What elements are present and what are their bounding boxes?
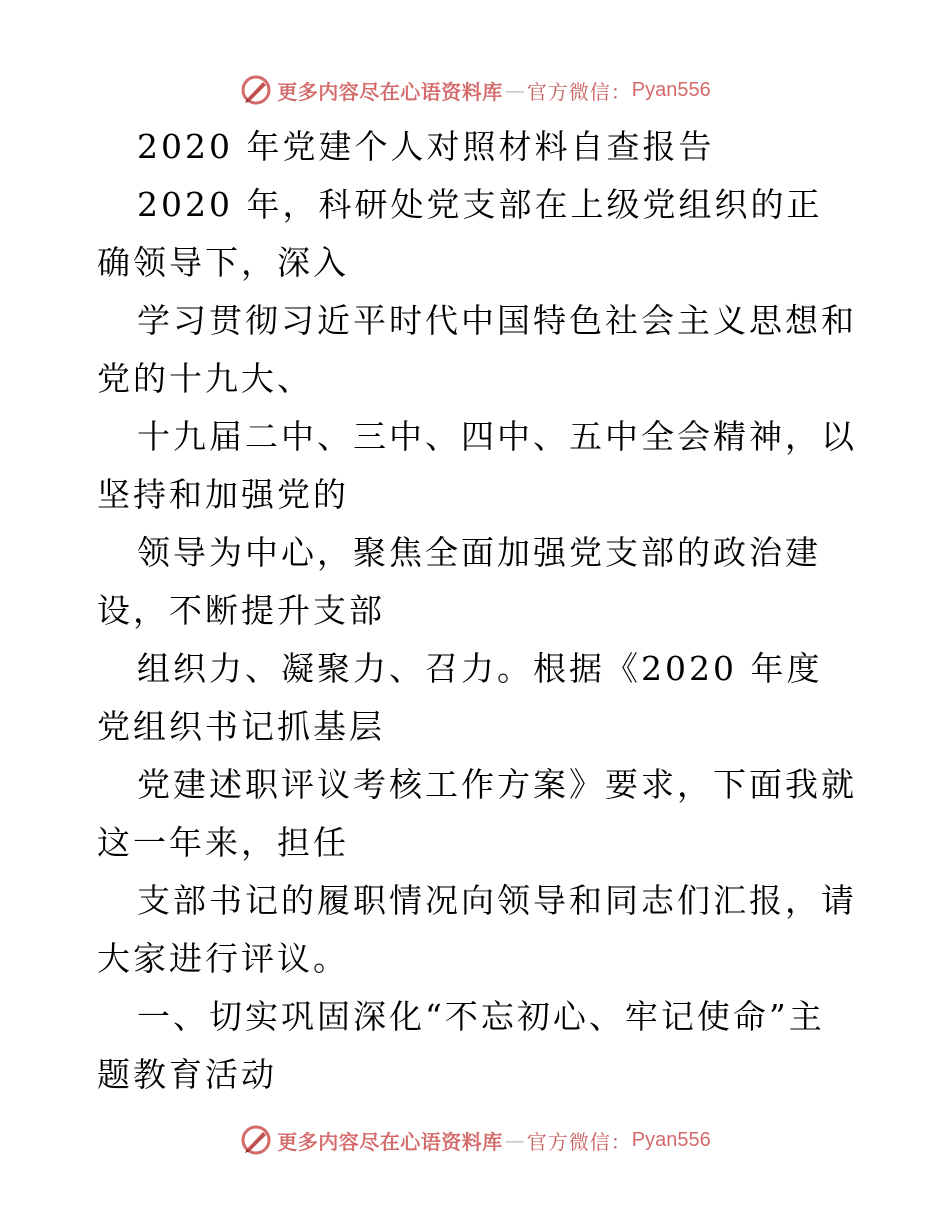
document-body <box>97 118 857 1104</box>
banner-separator: — <box>504 78 525 102</box>
paragraph-5: 组织力、凝聚力、召力。根据《2020 年度党组织书记抓基层 <box>97 649 823 746</box>
pen-logo-icon <box>239 73 273 107</box>
paragraph-1: 2020 年，科研处党支部在上级党组织的正确领导下，深入 <box>97 185 823 282</box>
banner-official-label: 官方微信： <box>526 79 632 104</box>
pen-logo-icon <box>239 1123 273 1157</box>
section-heading-1: 一、切实巩固深化“不忘初心、牢记使命”主题教育活动 <box>97 997 825 1094</box>
header-banner[interactable] <box>0 70 950 110</box>
banner-separator: — <box>504 1128 525 1152</box>
paragraph-6: 党建述职评议考核工作方案》要求，下面我就这一年来，担任 <box>97 765 857 862</box>
document-title: 2020 年党建个人对照材料自查报告 <box>137 127 715 166</box>
banner-account: Pyan556 <box>631 78 711 101</box>
footer-banner[interactable] <box>0 1120 950 1160</box>
paragraph-2: 学习贯彻习近平时代中国特色社会主义思想和党的十九大、 <box>97 301 857 398</box>
paragraph-4: 领导为中心，聚焦全面加强党支部的政治建设，不断提升支部 <box>97 533 821 630</box>
paragraph-7: 支部书记的履职情况向领导和同志们汇报，请大家进行评议。 <box>97 881 857 978</box>
banner-account: Pyan556 <box>631 1128 711 1151</box>
banner-official-label: 官方微信： <box>526 1129 632 1154</box>
banner-main-text: 更多内容尽在心语资料库 <box>277 1129 503 1154</box>
banner-main-text: 更多内容尽在心语资料库 <box>277 79 503 104</box>
paragraph-3: 十九届二中、三中、四中、五中全会精神，以坚持和加强党的 <box>97 417 857 514</box>
